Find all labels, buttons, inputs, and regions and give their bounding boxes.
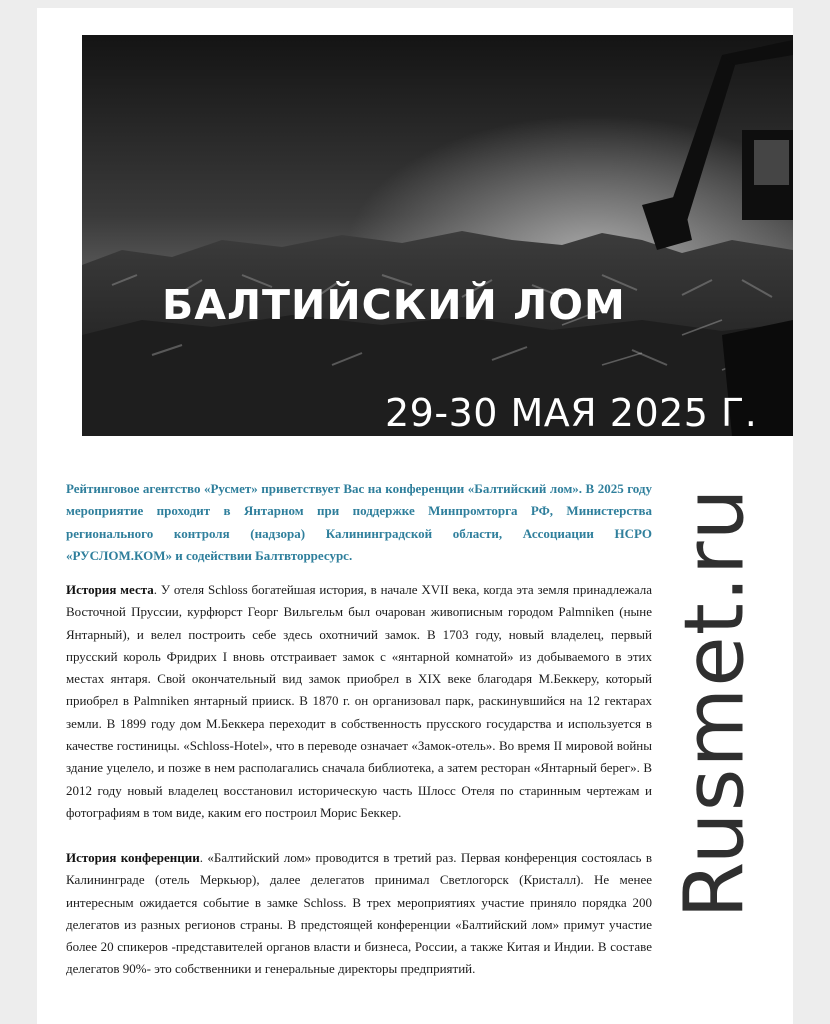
intro-paragraph: Рейтинговое агентство «Русмет» приветствует Вас на конференции «Балтийский лом». В 2025 году мероприятие проходит в Янтарном при поддержке Минпромторга РФ, Министерства регионального контроля (надзора) Калининградской области, Ассоциации НСРО «РУСЛОМ.КОМ» и содействии Балтвторресурс. <box>66 481 652 563</box>
watermark-text: Rusmet.ru <box>667 487 763 919</box>
history-place-text: . У отеля Schloss богатейшая история, в начале XVII века, когда эта земля принадлежала Восточной Пруссии, курфюрст Георг Вильгельм был очарован живописным городом Palmniken (ныне Янтарный), и велел построить себе здесь охотничий замок. В 1703 году, новый владелец, первый прусский король Фридрих I вновь отстраивает замок с «янтарной комнатой» из добываемого в этих местах янтаря. Свой окончательный вид замок приобрел в XIX веке благодаря М.Беккеру, который приобрел в Palmniken янтарный прииск. В 1870 г. он организовал парк, раскинувшийся на 12 гектарах земли. В 1899 году дом М.Беккера переходит в собственность прусского государства и используется в качестве гостиницы. «Schloss-Hotel», что в переводе означает «Замок-отель». Во время II мировой войны здание уцелело, и позже в нем располагались сначала библиотека, а затем ресторан «Янтарный берег». В 2012 году новый владелец восстановил историческую часть Шлосс Отеля по старинным чертежам и фотографиям в том виде, каким его построил Морис Беккер. <box>66 582 652 820</box>
banner-image <box>82 35 793 436</box>
history-conference-heading: История конференции <box>66 850 200 865</box>
scrap-yard-photo <box>82 35 793 436</box>
banner-date: 29-30 МАЯ 2025 Г. <box>385 391 758 435</box>
history-place-paragraph <box>66 579 652 824</box>
history-conference-text: . «Балтийский лом» проводится в третий раз. Первая конференция состоялась в Калининграде (отель Меркьюр), далее делегатов принимал Светлогорск (Кристалл). Не менее интересным ожидается событие в замке Schloss. В трех мероприятиях участие приняло порядка 200 делегатов из разных регионов страны. В предстоящей конференции «Балтийский лом» примут участие более 20 спикеров -представителей органов власти и бизнеса, России, а также Китая и Индии. В составе делегатов 90%- это собственники и генеральные директоры предприятий. <box>66 850 652 977</box>
history-conference-paragraph <box>66 847 652 981</box>
history-place-heading: История места <box>66 582 154 597</box>
watermark <box>667 487 763 919</box>
banner-title: БАЛТИЙСКИЙ ЛОМ <box>162 281 626 329</box>
